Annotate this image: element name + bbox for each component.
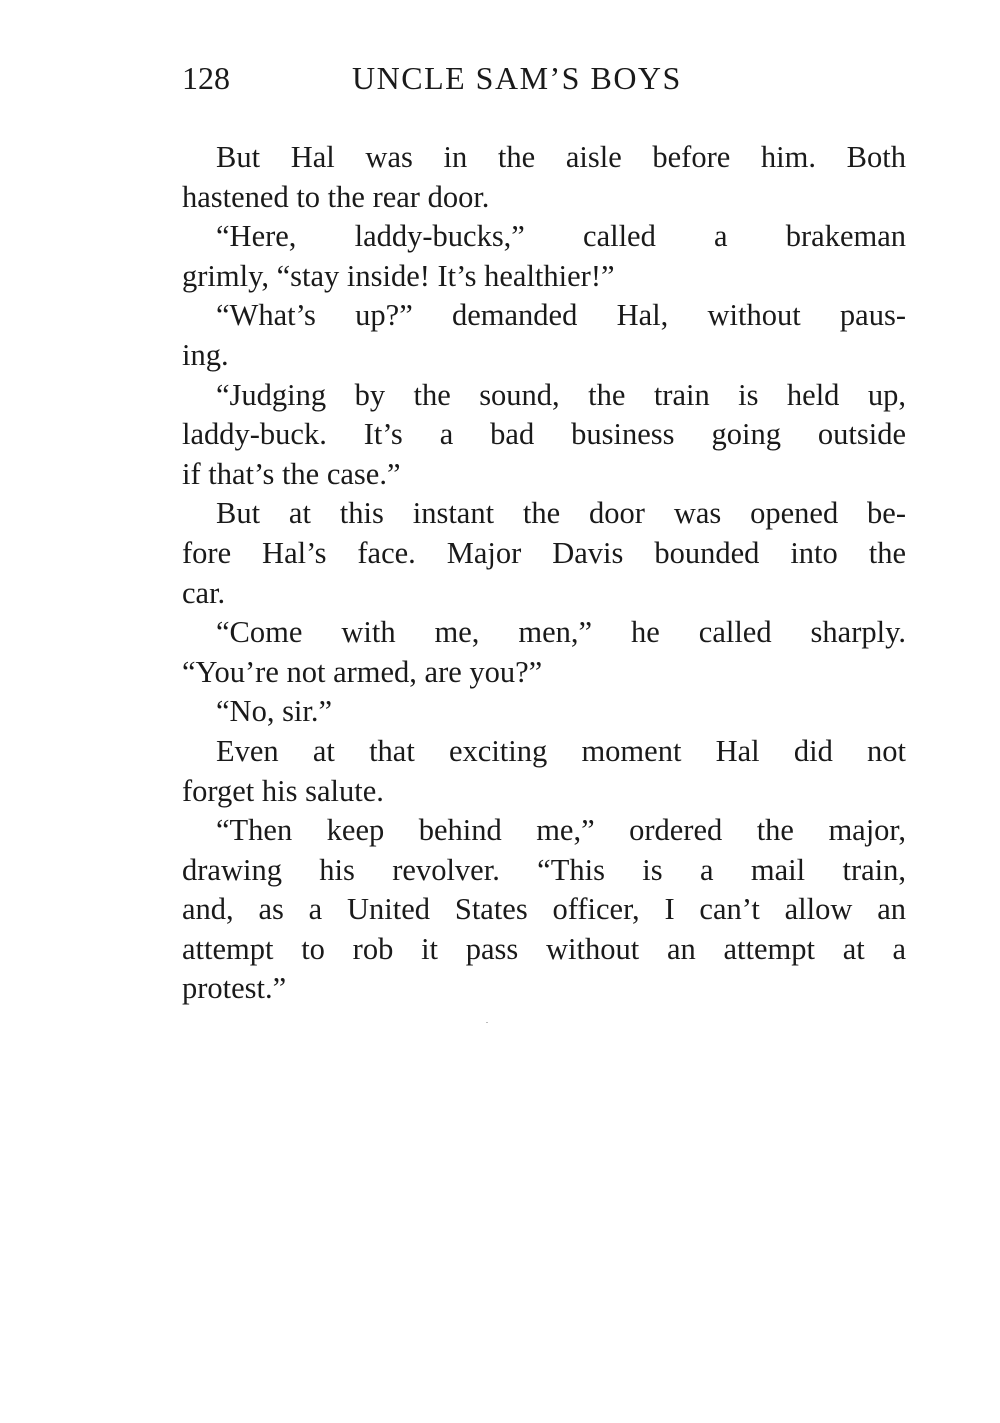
text-line: ing. xyxy=(182,337,229,372)
page-number: 128 xyxy=(182,60,230,96)
text-line: “Come with me, men,” he called sharply. xyxy=(216,615,906,650)
print-speck xyxy=(486,1022,488,1023)
text-line: and, as a United States officer, I can’t allow an xyxy=(182,892,906,927)
text-line: “Here, laddy-bucks,” called a brakeman xyxy=(216,219,906,254)
text-line: “What’s up?” demanded Hal, without paus- xyxy=(216,298,906,333)
text-line: drawing his revolver. “This is a mail train, xyxy=(182,852,906,887)
text-line: “Judging by the sound, the train is held up, xyxy=(216,377,906,412)
body-text xyxy=(182,138,906,1009)
running-title: UNCLE SAM’S BOYS xyxy=(352,60,682,96)
text-line: forget his salute. xyxy=(182,773,384,808)
text-line: laddy-buck. It’s a bad business going outside xyxy=(182,417,906,452)
text-line: hastened to the rear door. xyxy=(182,179,490,214)
page-header xyxy=(182,58,906,98)
text-line: “No, sir.” xyxy=(216,694,333,729)
text-line: if that’s the case.” xyxy=(182,456,401,491)
text-line: But at this instant the door was opened be- xyxy=(216,496,906,531)
text-line: fore Hal’s face. Major Davis bounded into the xyxy=(182,535,906,570)
text-line: “You’re not armed, are you?” xyxy=(182,654,543,689)
text-line: car. xyxy=(182,575,226,610)
text-line: But Hal was in the aisle before him. Both xyxy=(216,140,906,174)
text-line: protest.” xyxy=(182,971,287,1006)
text-line: attempt to rob it pass without an attempt at a xyxy=(182,931,906,966)
text-line: “Then keep behind me,” ordered the major, xyxy=(216,813,906,848)
text-line: Even at that exciting moment Hal did not xyxy=(216,733,906,768)
text-line: grimly, “stay inside! It’s healthier!” xyxy=(182,258,615,293)
